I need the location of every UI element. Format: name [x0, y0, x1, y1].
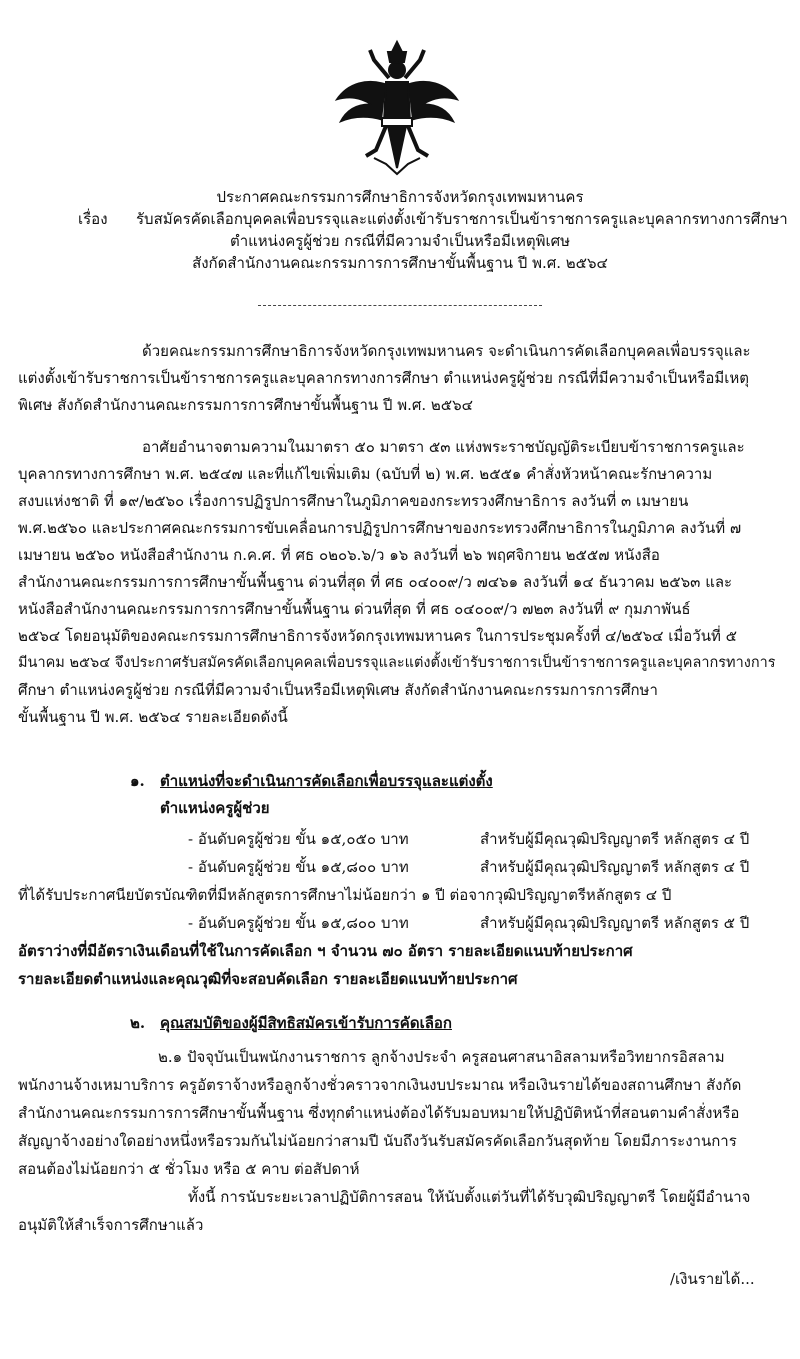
authority-line-4: พ.ศ.๒๕๖๐ และประกาศคณะกรรมการขับเคลื่อนการปฏิรูปการศึกษาของกระทรวงศึกษาธิการในภูมิภาค ลงวันที่ ๗: [18, 519, 742, 537]
section2-number: ๒.: [130, 1014, 146, 1032]
authority-line-2: บุคลากรทางการศึกษา พ.ศ. ๒๕๔๗ และที่แก้ไขเพิ่มเติม (ฉบับที่ ๒) พ.ศ. ๒๕๕๑ คำสั่งหัวหน้าคณะรักษาความ: [18, 465, 713, 483]
section2-title: คุณสมบัติของผู้มีสิทธิสมัครเข้ารับการคัดเลือก: [160, 1014, 452, 1032]
rate-2-note: สำหรับผู้มีคุณวุฒิปริญญาตรี หลักสูตร ๔ ปี: [480, 858, 750, 876]
authority-line-6: สำนักงานคณะกรรมการการศึกษาขั้นพื้นฐาน ด่วนที่สุด ที่ ศธ ๐๔๐๐๙/ว ๗๔๖๑ ลงวันที่ ๑๔ ธันวาคม ๒๕๖๓ และ: [18, 573, 733, 591]
authority-line-7: หนังสือสำนักงานคณะกรรมการการศึกษาขั้นพื้นฐาน ด่วนที่สุด ที่ ศธ ๐๔๐๐๙/ว ๗๒๓ ลงวันที่ ๙ กุมภาพันธ์: [18, 600, 691, 618]
authority-line-1: อาศัยอำนาจตามความในมาตรา ๕๐ มาตรา ๕๓ แห่งพระราชบัญญัติระเบียบข้าราชการครูและ: [142, 438, 745, 456]
item-2-1-line-1: ๒.๑ ปัจจุบันเป็นพนักงานราชการ ลูกจ้างประจำ ครูสอนศาสนาอิสลามหรือวิทยากรอิสลาม: [158, 1048, 725, 1066]
item-2-1-line-2: พนักงานจ้างเหมาบริการ ครูอัตราจ้างหรือลูกจ้างชั่วคราวจากเงินงบประมาณ หรือเงินรายได้ของสถานศึกษา สังกัด: [18, 1076, 742, 1094]
authority-line-11: ขั้นพื้นฐาน ปี พ.ศ. ๒๕๖๔ รายละเอียดดังนี้: [18, 708, 288, 726]
note-line-1: ทั้งนี้ การนับระยะเวลาปฏิบัติการสอน ให้นับตั้งแต่วันที่ได้รับวุฒิปริญญาตรี โดยผู้มีอำนาจ: [188, 1188, 751, 1206]
section1-number: ๑.: [130, 772, 145, 790]
agency-line: สังกัดสำนักงานคณะกรรมการการศึกษาขั้นพื้นฐาน ปี พ.ศ. ๒๕๖๔: [192, 254, 608, 272]
position-line: ตำแหน่งครูผู้ช่วย กรณีที่มีความจำเป็นหรือมีเหตุพิเศษ: [229, 232, 571, 250]
rate-3-note: สำหรับผู้มีคุณวุฒิปริญญาตรี หลักสูตร ๕ ปี: [480, 914, 750, 932]
subject-label: เรื่อง: [78, 210, 108, 228]
continuation-marker: /เงินรายได้...: [670, 1270, 755, 1288]
vacancy-line: อัตราว่างที่มีอัตราเงินเดือนที่ใช้ในการคัดเลือก ฯ จำนวน ๗๐ อัตรา รายละเอียดแนบท้ายประกาศ: [18, 942, 633, 960]
rate-2: - อันดับครูผู้ช่วย ขั้น ๑๕,๘๐๐ บาท: [188, 858, 409, 876]
rate-1-note: สำหรับผู้มีคุณวุฒิปริญญาตรี หลักสูตร ๔ ปี: [480, 830, 750, 848]
section1-position: ตำแหน่งครูผู้ช่วย: [160, 799, 270, 817]
subject-text: รับสมัครคัดเลือกบุคคลเพื่อบรรจุและแต่งตั้งเข้ารับราชการเป็นข้าราชการครูและบุคลากรทางการศึกษา: [136, 210, 788, 228]
garuda-emblem-icon: [330, 38, 464, 178]
authority-line-3: สงบแห่งชาติ ที่ ๑๙/๒๕๖๐ เรื่องการปฏิรูปการศึกษาในภูมิภาคของกระทรวงศึกษาธิการ ลงวันที่ ๓ เมษายน: [18, 492, 689, 510]
intro-line-1: ด้วยคณะกรรมการศึกษาธิการจังหวัดกรุงเทพมหานคร จะดำเนินการคัดเลือกบุคคลเพื่อบรรจุและ: [142, 342, 751, 360]
item-2-1-line-5: สอนต้องไม่น้อยกว่า ๕ ชั่วโมง หรือ ๕ คาบ ต่อสัปดาห์: [18, 1160, 360, 1178]
authority-line-10: ศึกษา ตำแหน่งครูผู้ช่วย กรณีที่มีความจำเป็นหรือมีเหตุพิเศษ สังกัดสำนักงานคณะกรรมการการศึกษา: [18, 681, 658, 699]
rate-2-continuation: ที่ได้รับประกาศนียบัตรบัณฑิตที่มีหลักสูตรการศึกษาไม่น้อยกว่า ๑ ปี ต่อจากวุฒิปริญญาตรีหลักสูตร ๔ ปี: [18, 886, 672, 904]
details-line: รายละเอียดตำแหน่งและคุณวุฒิที่จะสอบคัดเลือก รายละเอียดแนบท้ายประกาศ: [18, 970, 518, 988]
note-line-2: อนุมัติให้สำเร็จการศึกษาแล้ว: [18, 1216, 204, 1234]
authority-line-8: ๒๕๖๔ โดยอนุมัติของคณะกรรมการศึกษาธิการจังหวัดกรุงเทพมหานคร ในการประชุมครั้งที่ ๔/๒๕๖๔ เมื่อวันที่ ๕: [18, 627, 737, 645]
authority-line-9: มีนาคม ๒๕๖๔ จึงประกาศรับสมัครคัดเลือกบุคคลเพื่อบรรจุและแต่งตั้งเข้ารับราชการเป็นข้าราชการครูและบุคลากรทางการ: [18, 655, 776, 671]
intro-line-3: พิเศษ สังกัดสำนักงานคณะกรรมการการศึกษาขั้นพื้นฐาน ปี พ.ศ. ๒๕๖๔: [18, 396, 474, 414]
rate-3: - อันดับครูผู้ช่วย ขั้น ๑๕,๘๐๐ บาท: [188, 914, 409, 932]
item-2-1-line-4: สัญญาจ้างอย่างใดอย่างหนึ่งหรือรวมกันไม่น้อยกว่าสามปี นับถึงวันรับสมัครคัดเลือกวันสุดท้าย โดยมีภาระงานการ: [18, 1132, 737, 1150]
item-2-1-line-3: สำนักงานคณะกรรมการการศึกษาขั้นพื้นฐาน ซึ่งทุกตำแหน่งต้องได้รับมอบหมายให้ปฏิบัติหน้าที่สอนตามคำสั่งหรือ: [18, 1104, 740, 1122]
rate-1: - อันดับครูผู้ช่วย ขั้น ๑๕,๐๕๐ บาท: [188, 830, 409, 848]
header-divider: [258, 305, 542, 306]
authority-line-5: เมษายน ๒๕๖๐ หนังสือสำนักงาน ก.ค.ศ. ที่ ศธ ๐๒๐๖.๖/ว ๑๖ ลงวันที่ ๒๖ พฤศจิกายน ๒๕๕๗ หนังสือ: [18, 546, 660, 564]
announcement-title: ประกาศคณะกรรมการศึกษาธิการจังหวัดกรุงเทพมหานคร: [216, 188, 584, 206]
intro-line-2: แต่งตั้งเข้ารับราชการเป็นข้าราชการครูและบุคลากรทางการศึกษา ตำแหน่งครูผู้ช่วย กรณีที่มีความจำเป็นหรือมีเหตุ: [18, 369, 750, 387]
section1-title: ตำแหน่งที่จะดำเนินการคัดเลือกเพื่อบรรจุและแต่งตั้ง: [160, 772, 493, 790]
